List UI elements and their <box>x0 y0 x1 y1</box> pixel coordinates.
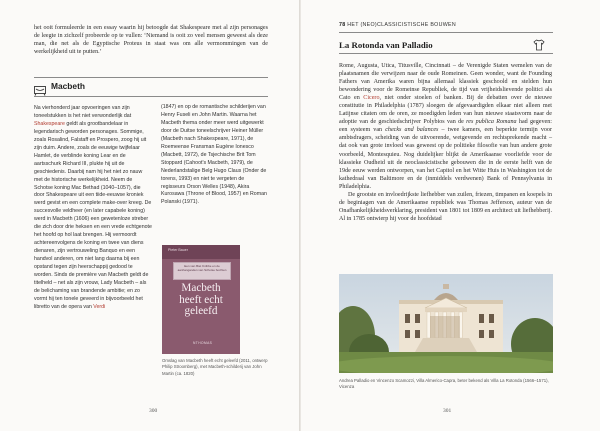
macbeth-column-b: (1847) en op de romantische schilderijen van Henry Fuseli en John Martin. Waarna het Macbeth thema onder meer werd uitgewerkt door de Duitse toneelschrijver Heiner Müller (Macbeth nach Shakespeare, 1971), de Roemeense Fransman Eugène Ionesco (Macbett, 1972), de Tsjechische Brit Tom Stoppard (Cahoot's Macbeth, 1979), de Nederlandstalige Belg Hugo Claus (Onder de torens, 1993) en niet te vergeten de regisseurs Orson Welles (1948), Akira Kurosawa (Throne of Blood, 1957) en Roman Polanski (1971). <box>161 104 267 206</box>
page-number-left: 300 <box>149 408 158 414</box>
link-verdi[interactable]: Verdi <box>93 303 106 310</box>
section-rule-top <box>34 77 268 78</box>
article-paragraph-1: Rome, Augusta, Utica, Titusville, Cincinnati – de Verenigde Staten wemelen van de plaatsnamen die verwijzen naar de oude Romeinen. Geen wonder, want de Founding Fathers van Amerika waren bijna allemaal klassiek geschoold en stelden hun bewondering voor de Romeinse Republiek, de tijd van vrijheidslievende politici als Cato en Cicero, niet onder stoelen of banken. Bij de debatten over de nieuwe constitutie in Philadelphia (1787) sloegen de afgevaardigden elkaar niet alleen met Latijnse citaten om de oren, ze moedigden leden van hun nieuwe staatsvorm naar de adoptie van de geschiedschrijver Polybios van de res publica Romana had gegeven: een systeem van checks and balances – twee kamers, een beperkte termijn voor ambtsdragers, scheiding van de uitvoerende, wetgevende en rechtsprekende macht – dat ook van grote invloed was geweest op de politieke filosofie van hun andere grote voorbeeld, Montesquieu. Nog duidelijker blijkt de Amerikaanse voorliefde voor de klassieke Oudheid uit de neoclassicistische gebouwen die in de eerste helft van de 19de eeuw werden ontworpen, van het Capitol en het Witte Huis in Washington tot de kathedraal van Baltimore en de (inmiddels verdwenen) Bank of Pennsylvania in Philadelphia. <box>339 63 552 190</box>
cover-author: Pieter Bauer <box>168 248 188 252</box>
cover-publisher: NTHOMAS <box>193 341 213 345</box>
page-number-right: 301 <box>443 408 452 414</box>
heading-rule <box>339 53 553 54</box>
theater-icon <box>34 81 46 91</box>
running-number: 78 <box>339 22 346 28</box>
villa-rotonda-photo <box>339 274 553 373</box>
book-cover-caption: Omslag van Macbeth heeft echt geleefd (2011, ontwerp Philip Stroomberg), met Macbeth-schilderij van John Martin (ca. 1820) <box>162 358 268 376</box>
running-rule <box>339 32 553 33</box>
cover-label: Een van Biet Knibbe en de aanhanganden van Schotse bochten <box>173 262 231 280</box>
intro-paragraph: het ooit formuleerde in een essay waarin hij betoogde dat Shakespeare met al zijn personages de leegte in zichzelf probeerde op te vullen: ‘Niemand is ooit zo veel mensen geweest als deze man, die net als de Egyptische Proteus in staat was om alle vermommingen van de werkelijkheid uit te putten.’ <box>34 25 268 56</box>
running-title: HET (NEO)CLASSICISTISCHE BOUWEN <box>347 22 456 28</box>
macbeth-column-a: Na vierhonderd jaar opvoeringen van zijn toneelstukken is het niet verwonderlijk dat Shakespeare geldt als grootbandelaar in legendarisch geworden personages. Sommige, zoals Rosalind, Falstaff en Prospero, zoog hij uit zijn duim. Andere, zoals de eeuwige twijfelaar Hamlet, de verblinde koning Lear en de aartsschurk Richard III, plukte hij uit de geschiedenis. Daarbij nam hij het niet zo nauw met de historische werkelijkheid. Neem de Schotse koning Mac Bethad (1040–1057), die door Shakespeare uit een tiide-eeuwse kroniek werd gevist en een complete make-over kreeg. De succesvolle veldheer (en later capabele koning) werd in Macbeth (1606) een gewetenloze streber die zich door drie heksen en een vrede echtgenote het hoofd op hol laat brengen. Hij vermoordt achtereenvolgens de koning en twee van diens dienaren, zijn vertrouweling Banquo en een handvol anderen, om niet lang daarna bij een opstand tegen zijn heerschappij gedood te worden. Sinds de première van Macbeth geldt de titelheld – net als zijn vrouw, Lady Macbeth – als de belichaming van brandende ambitie; en zo vormt hij ten tonele geveerd in bijvoorbeeld het libretto van de opera van Verdi <box>34 105 152 310</box>
shirt-icon <box>533 36 545 48</box>
link-cicero[interactable]: Cicero <box>363 95 380 102</box>
photo-caption: Andrea Palladio en Vincenzo Scamozzi, Villa Almerico-Capra, beter bekend als Villa La Rotonda (1566–1571), Vicenza <box>339 378 549 390</box>
section-header <box>34 80 268 94</box>
running-header <box>339 22 456 28</box>
section-rule-bottom <box>34 96 268 97</box>
article-paragraph-2: De grootste en invloedrijkste liefhebber van zuilen, friezen, timpanen en koepels in de beginiagen van de Amerikaanse republiek was Thomas Jefferson, auteur van de Onafhankelijkheidsverklaring, president van 1801 tot 1809 en architect uit liefhebberij. Al in 1785 ontwierp hij voor de hoofdstad <box>339 191 552 222</box>
book-cover-image <box>162 245 240 354</box>
article-heading: La Rotonda van Palladio <box>339 40 433 50</box>
link-shakespeare[interactable]: Shakespeare <box>34 120 65 127</box>
article-body <box>339 62 552 223</box>
section-title: Macbeth <box>51 81 85 91</box>
cover-title: Macbeth heeft echt geleefd <box>179 282 223 317</box>
